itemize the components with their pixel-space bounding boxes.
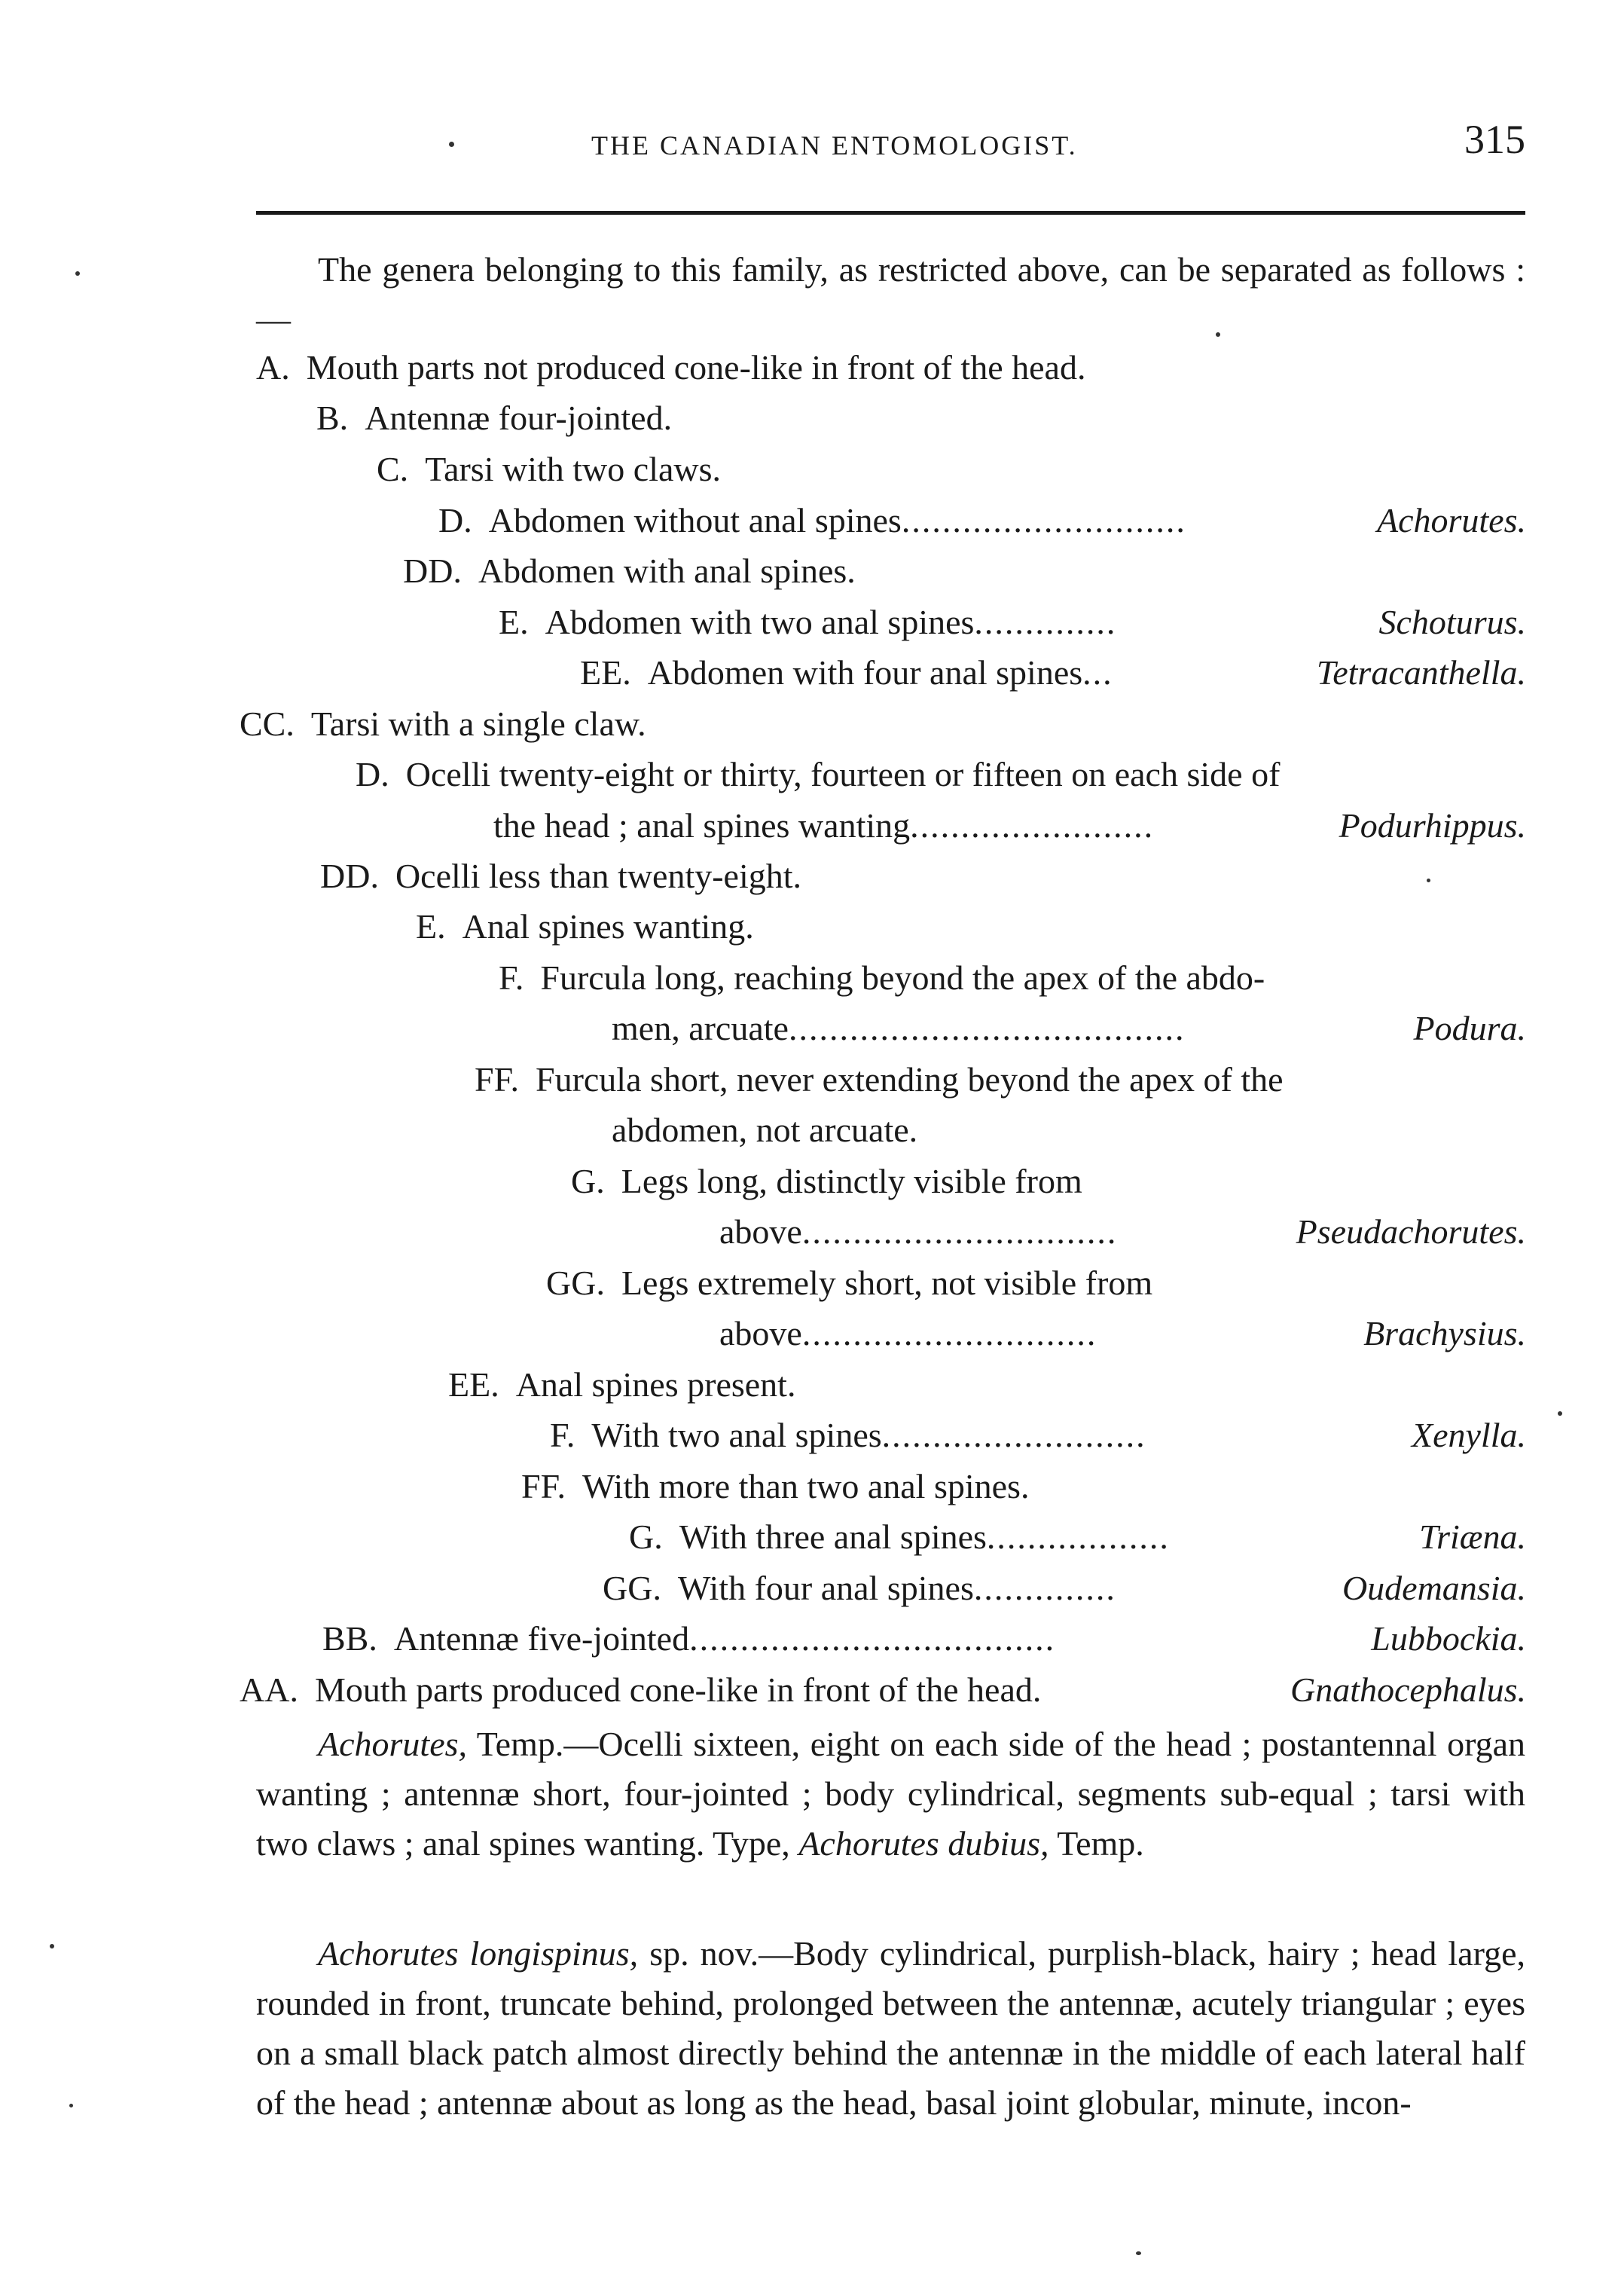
key-label: AA.: [240, 1670, 298, 1709]
key-text: Abdomen with two anal spines: [545, 603, 975, 641]
key-label: BB.: [322, 1619, 377, 1658]
key-text: Antennæ four-jointed.: [365, 399, 673, 437]
key-text: Mouth parts produced cone-like in front of the head.: [314, 1670, 1042, 1709]
dot-leader: ....................................: [689, 1619, 1056, 1658]
key-line-a: [256, 343, 1085, 393]
running-title: THE CANADIAN ENTOMOLOGIST.: [591, 130, 1078, 160]
scan-speck: [449, 142, 454, 147]
key-text: Anal spines present.: [515, 1365, 796, 1404]
scan-speck: [1558, 1411, 1562, 1416]
key-line-d2-cont: [493, 801, 1154, 851]
key-text: abdomen, not arcuate.: [612, 1111, 918, 1149]
species-status: sp. nov.: [649, 1934, 759, 1973]
key-line-gg2: [603, 1563, 1116, 1613]
genus-podura: Podura.: [1413, 1009, 1526, 1047]
key-line-gg-cont: [719, 1309, 1097, 1359]
key-text: Legs extremely short, not visible from: [621, 1264, 1153, 1302]
key-line-ff: [475, 1055, 1284, 1105]
key-line-g-cont: [719, 1207, 1117, 1257]
dot-leader: ..............: [973, 1569, 1116, 1607]
key-line-b: [316, 393, 672, 443]
key-line-f2: [550, 1411, 1146, 1460]
key-text: Abdomen with four anal spines: [647, 653, 1083, 692]
type-species: Achorutes dubius,: [798, 1824, 1049, 1863]
species-description: —Body cylindrical, purplish-black, hairy ; head large, rounded in front, truncate behind, prolonged between the antennæ, acutely triangular ; eyes on a small black patch almost directly behind the antennæ in the middle of each lateral half of the head ; antennæ about as long as the head, basal joint globular, minute, incon-: [256, 1934, 1525, 2122]
key-label: EE.: [448, 1365, 499, 1404]
dot-leader: ...............................: [801, 1212, 1118, 1251]
genus-author: Temp.: [476, 1725, 564, 1763]
key-text: Furcula short, never extending beyond the apex of the: [535, 1060, 1284, 1099]
key-text: the head ; anal spines wanting: [493, 806, 911, 845]
scan-speck: [50, 1944, 54, 1948]
key-text: Ocelli twenty-eight or thirty, fourteen or fifteen on each side of: [405, 755, 1281, 793]
key-line-c: [377, 445, 721, 494]
key-line-dd2: [320, 851, 801, 901]
key-text: above: [719, 1314, 802, 1352]
key-line-d: [438, 496, 1186, 546]
key-line-gg: [546, 1258, 1152, 1308]
scan-speck: [1216, 332, 1220, 337]
key-line-e: [499, 598, 1116, 647]
key-label: GG.: [603, 1569, 661, 1607]
dot-leader: .......................................: [788, 1009, 1186, 1047]
type-author: Temp.: [1057, 1824, 1144, 1863]
intro-text: The genera belonging to this family, as restricted above, can be separated as follows :—: [256, 250, 1525, 338]
key-label: DD.: [320, 857, 379, 895]
key-line-dd: [403, 546, 856, 596]
genus-podurhippus: Podurhippus.: [1339, 806, 1526, 845]
genus-tetracanthella: Tetracanthella.: [1316, 653, 1526, 692]
key-label: A.: [256, 348, 290, 387]
key-line-ee2: [448, 1360, 795, 1410]
key-text: Mouth parts not produced cone-like in front of the head.: [306, 348, 1086, 387]
key-label: FF.: [521, 1467, 566, 1505]
key-label: F.: [499, 958, 524, 997]
key-label: B.: [316, 399, 349, 437]
key-line-ee: [580, 648, 1113, 698]
genus-pseudachorutes: Pseudachorutes.: [1296, 1212, 1526, 1251]
key-text: Abdomen without anal spines: [488, 501, 902, 539]
key-text: Anal spines wanting.: [462, 907, 754, 946]
key-line-ff-cont: [612, 1105, 917, 1155]
key-label: CC.: [240, 704, 295, 743]
genus-achorutes: Achorutes.: [1376, 501, 1526, 539]
genus-description: —Ocelli sixteen, eight on each side of the head ; postantennal organ wanting ; antennæ short, four-jointed ; body cylindrical, segments sub-equal ; tarsi with two claws ; anal spines wanting. Type,: [256, 1725, 1526, 1863]
key-text: With more than two anal spines.: [582, 1467, 1030, 1505]
key-line-aa: [240, 1665, 1041, 1715]
key-label: E.: [416, 907, 446, 946]
key-line-e2: [416, 902, 754, 952]
genus-triaena: Triæna.: [1419, 1517, 1526, 1556]
key-line-ff2: [521, 1462, 1029, 1511]
key-text: Tarsi with two claws.: [425, 450, 722, 488]
dot-leader: ........................: [910, 806, 1155, 845]
key-label: FF.: [475, 1060, 519, 1099]
key-text: above: [719, 1212, 802, 1251]
key-text: With two anal spines: [591, 1416, 882, 1454]
dot-leader: ..........................: [881, 1416, 1146, 1454]
key-label: E.: [499, 603, 529, 641]
key-line-cc: [240, 699, 646, 749]
genus-schoturus: Schoturus.: [1378, 603, 1526, 641]
key-text: men, arcuate: [612, 1009, 789, 1047]
key-line-f: [499, 953, 1265, 1003]
key-label: GG.: [546, 1264, 605, 1302]
page-number: 315: [1464, 117, 1525, 162]
key-text: With four anal spines: [677, 1569, 974, 1607]
dot-leader: .............................: [801, 1314, 1097, 1352]
genus-brachysius: Brachysius.: [1363, 1314, 1526, 1352]
key-line-f-cont: [612, 1004, 1185, 1053]
dot-leader: ..............: [974, 603, 1117, 641]
genus-lubbockia: Lubbockia.: [1371, 1619, 1526, 1658]
key-line-g2: [629, 1512, 1170, 1562]
scan-speck: [1136, 2251, 1141, 2255]
key-text: Furcula long, reaching beyond the apex of the abdo-: [540, 958, 1265, 997]
key-label: C.: [377, 450, 409, 488]
scan-speck: [75, 271, 80, 276]
longispinus-description: [256, 1929, 1525, 2128]
key-label: EE.: [580, 653, 631, 692]
scan-speck: [69, 2104, 73, 2107]
key-text: Ocelli less than twenty-eight.: [395, 857, 802, 895]
key-label: F.: [550, 1416, 575, 1454]
key-text: Legs long, distinctly visible from: [621, 1162, 1082, 1200]
dot-leader: ..................: [986, 1517, 1170, 1556]
species-name: Achorutes longispinus,: [318, 1934, 639, 1973]
key-line-d2: [356, 750, 1280, 799]
key-label: G.: [571, 1162, 605, 1200]
achorutes-description: [256, 1719, 1525, 1869]
genus-name: Achorutes,: [318, 1725, 468, 1763]
key-text: Abdomen with anal spines.: [478, 552, 856, 590]
key-text: With three anal spines: [679, 1517, 987, 1556]
key-line-g: [571, 1157, 1082, 1206]
key-label: DD.: [403, 552, 462, 590]
genus-gnathocephalus: Gnathocephalus.: [1290, 1670, 1526, 1709]
key-text: Antennæ five-jointed: [393, 1619, 690, 1658]
key-label: D.: [356, 755, 389, 793]
genus-oudemansia: Oudemansia.: [1342, 1569, 1526, 1607]
key-label: G.: [629, 1517, 663, 1556]
key-label: D.: [438, 501, 472, 539]
scan-speck: [1427, 879, 1430, 882]
key-line-bb: [322, 1614, 1055, 1664]
key-text: Tarsi with a single claw.: [310, 704, 646, 743]
dot-leader: ...: [1082, 653, 1113, 692]
genus-xenylla: Xenylla.: [1412, 1416, 1526, 1454]
dot-leader: ............................: [901, 501, 1186, 539]
